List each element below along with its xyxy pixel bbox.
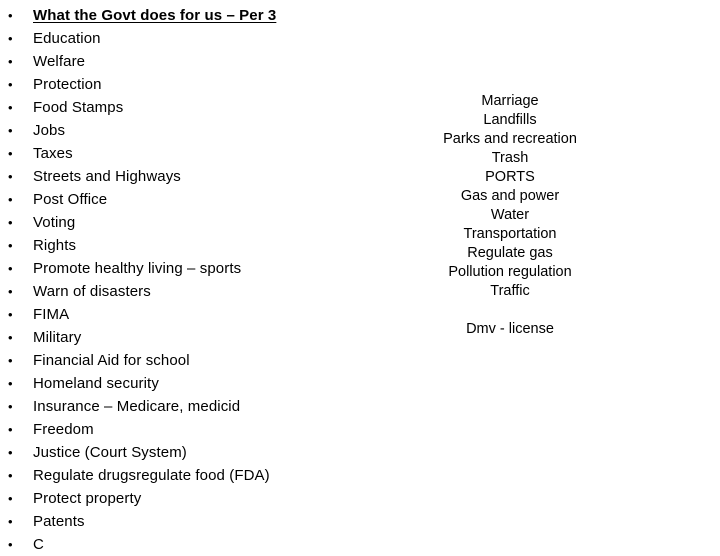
center-list-item: Traffic — [490, 283, 530, 299]
list-item — [0, 372, 380, 395]
list-item — [0, 487, 380, 510]
list-item-label: Food Stamps — [33, 99, 124, 116]
list-item-label: Voting — [33, 214, 76, 231]
list-item — [0, 211, 380, 234]
bullet-icon: • — [8, 100, 13, 115]
bullet-icon: • — [8, 8, 13, 23]
center-list-item: Trash — [491, 150, 529, 166]
list-item-label: Post Office — [33, 191, 108, 208]
bullet-icon: • — [8, 261, 13, 276]
left-bullet-list — [0, 4, 380, 556]
list-item-label: Streets and Highways — [33, 168, 181, 185]
bullet-icon: • — [8, 238, 13, 253]
list-item — [0, 349, 380, 372]
list-title — [0, 4, 380, 27]
center-list-item: Parks and recreation — [443, 131, 577, 147]
list-item — [0, 395, 380, 418]
list-item-label: Military — [33, 329, 82, 346]
list-item-label: Welfare — [33, 53, 86, 70]
list-item-label: Promote healthy living – sports — [33, 260, 242, 277]
bullet-icon: • — [8, 468, 13, 483]
list-item-label: Freedom — [33, 421, 94, 438]
list-item — [0, 441, 380, 464]
list-item-label: C — [33, 536, 44, 553]
list-item-label: Protection — [33, 76, 102, 93]
list-item-label: Insurance – Medicare, medicid — [33, 398, 241, 415]
list-item — [0, 73, 380, 96]
bullet-icon: • — [8, 399, 13, 414]
bullet-icon: • — [8, 537, 13, 552]
bullet-icon: • — [8, 192, 13, 207]
right-centered-list — [370, 92, 650, 339]
list-item — [0, 50, 380, 73]
list-item-label: Patents — [33, 513, 85, 530]
bullet-icon: • — [8, 54, 13, 69]
list-item — [0, 257, 380, 280]
list-item — [0, 303, 380, 326]
bullet-icon: • — [8, 31, 13, 46]
list-item — [0, 27, 380, 50]
list-item — [0, 280, 380, 303]
center-list-item: Regulate gas — [467, 245, 553, 261]
list-item-label: FIMA — [33, 306, 70, 323]
list-item — [0, 142, 380, 165]
list-item-label: Taxes — [33, 145, 73, 162]
center-list-item: Gas and power — [460, 188, 560, 204]
bullet-icon: • — [8, 376, 13, 391]
bullet-icon: • — [8, 445, 13, 460]
list-item-label: Regulate drugsregulate food (FDA) — [33, 467, 270, 484]
list-item — [0, 96, 380, 119]
center-list-item: Pollution regulation — [448, 264, 572, 280]
bullet-icon: • — [8, 514, 13, 529]
bullet-icon: • — [8, 215, 13, 230]
list-item — [0, 234, 380, 257]
list-item — [0, 119, 380, 142]
center-list-item: Dmv - license — [466, 321, 554, 337]
list-item — [0, 510, 380, 533]
bullet-icon: • — [8, 123, 13, 138]
list-item-label: Education — [33, 30, 101, 47]
bullet-icon: • — [8, 422, 13, 437]
bullet-icon: • — [8, 169, 13, 184]
list-item — [0, 533, 380, 556]
center-list-item: Marriage — [481, 93, 539, 109]
center-list-item: Water — [490, 207, 530, 223]
list-item-label: Justice (Court System) — [33, 444, 187, 461]
list-item-label: Warn of disasters — [33, 283, 151, 300]
list-item-label: Jobs — [33, 122, 66, 139]
bullet-icon: • — [8, 146, 13, 161]
bullet-icon: • — [8, 491, 13, 506]
bullet-icon: • — [8, 77, 13, 92]
list-item — [0, 165, 380, 188]
list-item — [0, 464, 380, 487]
list-item-label: What the Govt does for us – Per 3 — [33, 7, 277, 24]
center-list-item: Landfills — [483, 112, 537, 128]
list-item — [0, 326, 380, 349]
bullet-icon: • — [8, 353, 13, 368]
list-item-label: Rights — [33, 237, 77, 254]
list-item-label: Protect property — [33, 490, 142, 507]
spacer-line — [370, 301, 650, 320]
bullet-icon: • — [8, 284, 13, 299]
bullet-icon: • — [8, 330, 13, 345]
center-list-item: Transportation — [463, 226, 557, 242]
list-item-label: Financial Aid for school — [33, 352, 190, 369]
list-item — [0, 188, 380, 211]
list-item-label: Homeland security — [33, 375, 159, 392]
center-list-item: PORTS — [485, 169, 535, 185]
list-item — [0, 418, 380, 441]
bullet-icon: • — [8, 307, 13, 322]
